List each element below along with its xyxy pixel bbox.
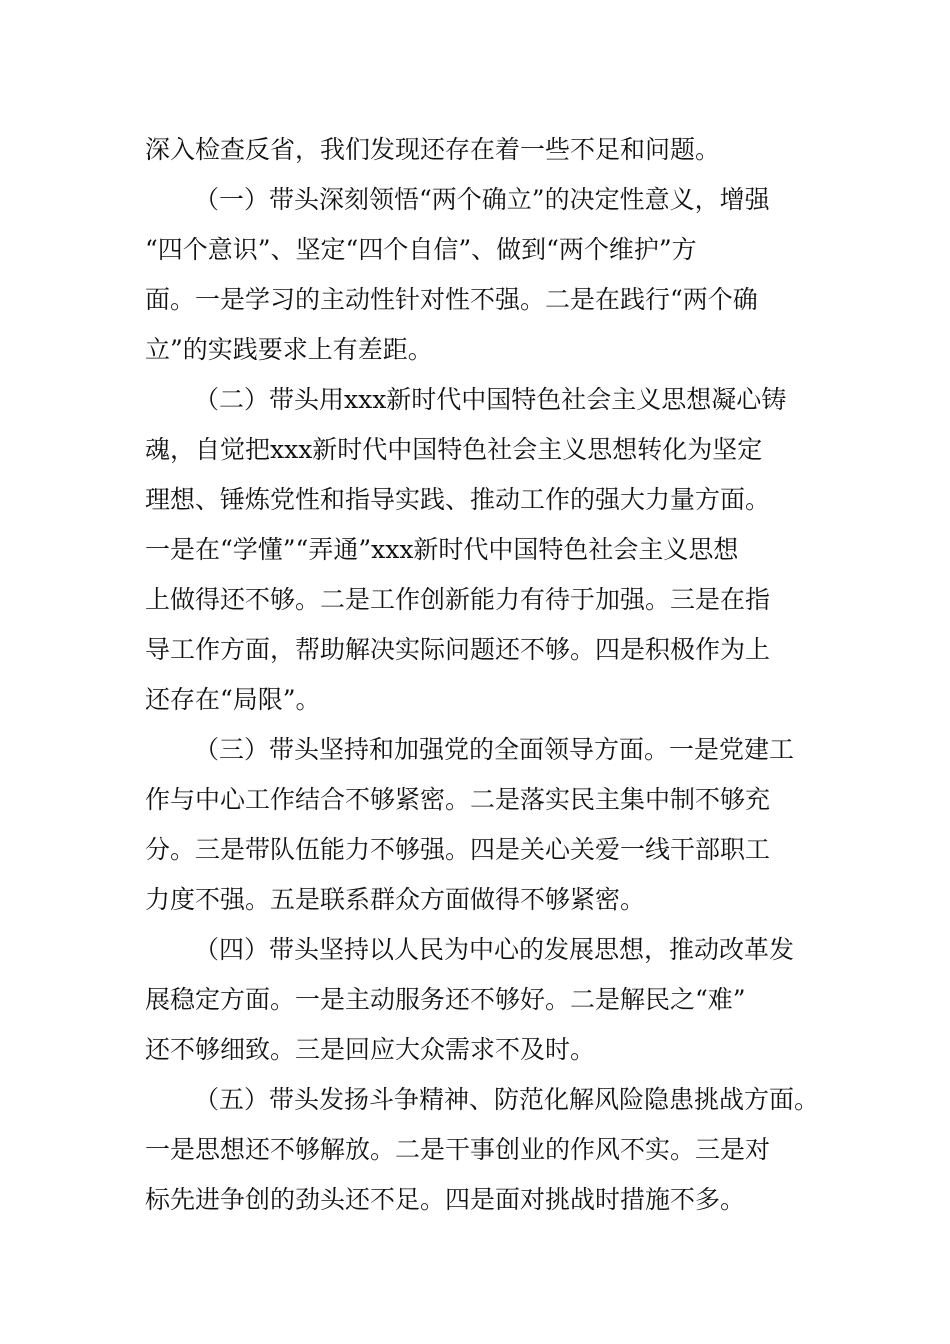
text-line: 标先进争创的劲头还不足。四是面对挑战时措施不多。 (145, 1185, 746, 1214)
text-line: （一）带头深刻领悟“两个确立”的决定性意义，增强 (194, 185, 770, 214)
text-line: 面。一是学习的主动性针对性不强。二是在践行“两个确 (145, 285, 758, 314)
text-line: 分。三是带队伍能力不够强。四是关心关爱一线干部职工 (145, 835, 771, 864)
text-line: 一是在“学懂”“弄通”xxx新时代中国特色社会主义思想 (145, 535, 739, 564)
text-line: 作与中心工作结合不够紧密。二是落实民主集中制不够充 (145, 785, 771, 814)
text-line: 理想、锤炼党性和指导实践、推动工作的强大力量方面。 (145, 485, 771, 514)
text-line: 展稳定方面。一是主动服务还不够好。二是解民之“难” (145, 985, 746, 1014)
text-line: 一是思想还不够解放。二是干事创业的作风不实。三是对 (145, 1135, 771, 1164)
text-line: “四个意识”、坚定“四个自信”、做到“两个维护”方 (145, 235, 697, 264)
text-line: 深入检查反省，我们发现还存在着一些不足和问题。 (145, 135, 721, 164)
text-line: 魂，自觉把xxx新时代中国特色社会主义思想转化为坚定 (145, 435, 763, 464)
text-line: 还存在“局限”。 (145, 685, 321, 714)
text-line: （五）带头发扬斗争精神、防范化解风险隐患挑战方面。 (194, 1085, 820, 1114)
text-line: 还不够细致。三是回应大众需求不及时。 (145, 1035, 596, 1064)
text-line: （三）带头坚持和加强党的全面领导方面。一是党建工 (194, 735, 795, 764)
text-line: 上做得还不够。二是工作创新能力有待于加强。三是在指 (145, 585, 771, 614)
text-line: 力度不强。五是联系群众方面做得不够紧密。 (145, 885, 646, 914)
text-line: （四）带头坚持以人民为中心的发展思想，推动改革发 (194, 935, 795, 964)
text-line: 导工作方面，帮助解决实际问题还不够。四是积极作为上 (145, 635, 771, 664)
text-line: （二）带头用xxx新时代中国特色社会主义思想凝心铸 (194, 385, 787, 414)
text-line: 立”的实践要求上有差距。 (145, 335, 433, 364)
